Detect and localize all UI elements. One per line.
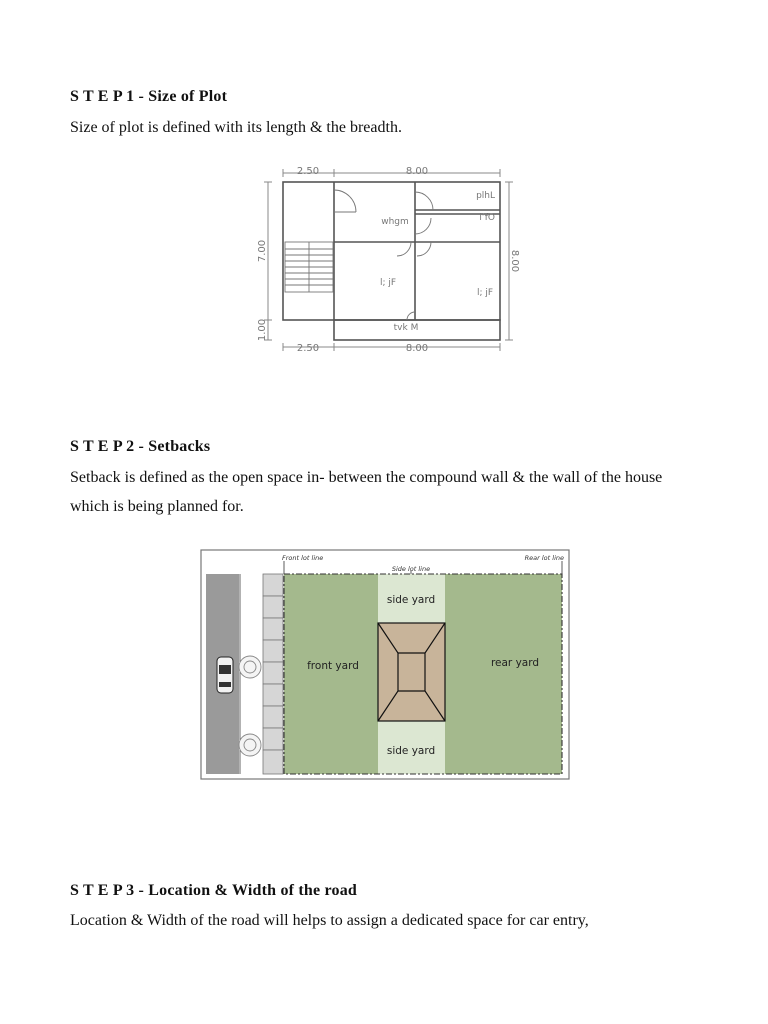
side-yard-bottom-label: side yard bbox=[386, 745, 436, 757]
step-2-text: Setback is defined as the open space in- between the compound wall & the wall of the house which is being planned for. bbox=[70, 469, 663, 515]
room-label-6: tvk M bbox=[393, 323, 419, 333]
floor-plan-figure bbox=[255, 162, 525, 358]
step-3-text: Location & Width of the road will helps to assign a dedicated space for car entry, bbox=[70, 912, 589, 929]
rear-yard-label: rear yard bbox=[490, 657, 540, 669]
step-1-text: Size of plot is defined with its length & the breadth. bbox=[70, 119, 402, 136]
sidewalk bbox=[263, 574, 283, 774]
room-label-4: l; jF bbox=[379, 278, 397, 288]
step-2-heading: S T E P 2 - Setbacks bbox=[70, 438, 211, 455]
front-yard-label: front yard bbox=[307, 660, 359, 672]
tree-icon bbox=[239, 656, 261, 678]
side-yard-top-label: side yard bbox=[386, 594, 436, 606]
plan-bottom-dim-2: 8.00 bbox=[405, 343, 429, 354]
room-label-2: l’fO bbox=[479, 213, 495, 223]
house-roof bbox=[378, 623, 445, 721]
room-label-1: plhL bbox=[476, 191, 495, 201]
room-label-3: whgm bbox=[381, 217, 409, 227]
room-label-5: l; jF bbox=[476, 288, 494, 298]
setbacks-diagram bbox=[200, 549, 570, 780]
tree-icon bbox=[239, 734, 261, 756]
plan-top-dim-2: 8.00 bbox=[405, 166, 429, 177]
side-lot-line-label: Side lot line bbox=[391, 565, 431, 573]
plan-left-dim-1: 7.00 bbox=[257, 239, 268, 263]
front-lot-line-label: Front lot line bbox=[282, 554, 324, 562]
rear-lot-line-label: Rear lot line bbox=[524, 554, 564, 562]
plan-left-dim-2: 1.00 bbox=[257, 318, 268, 342]
plan-top-dim-1: 2.50 bbox=[296, 166, 320, 177]
plan-right-dim: 8.00 bbox=[509, 249, 520, 273]
plan-bottom-dim-1: 2.50 bbox=[296, 343, 320, 354]
car-icon bbox=[217, 657, 233, 693]
step-3-heading: S T E P 3 - Location & Width of the road bbox=[70, 882, 358, 899]
step-1-heading: S T E P 1 - Size of Plot bbox=[70, 88, 228, 105]
